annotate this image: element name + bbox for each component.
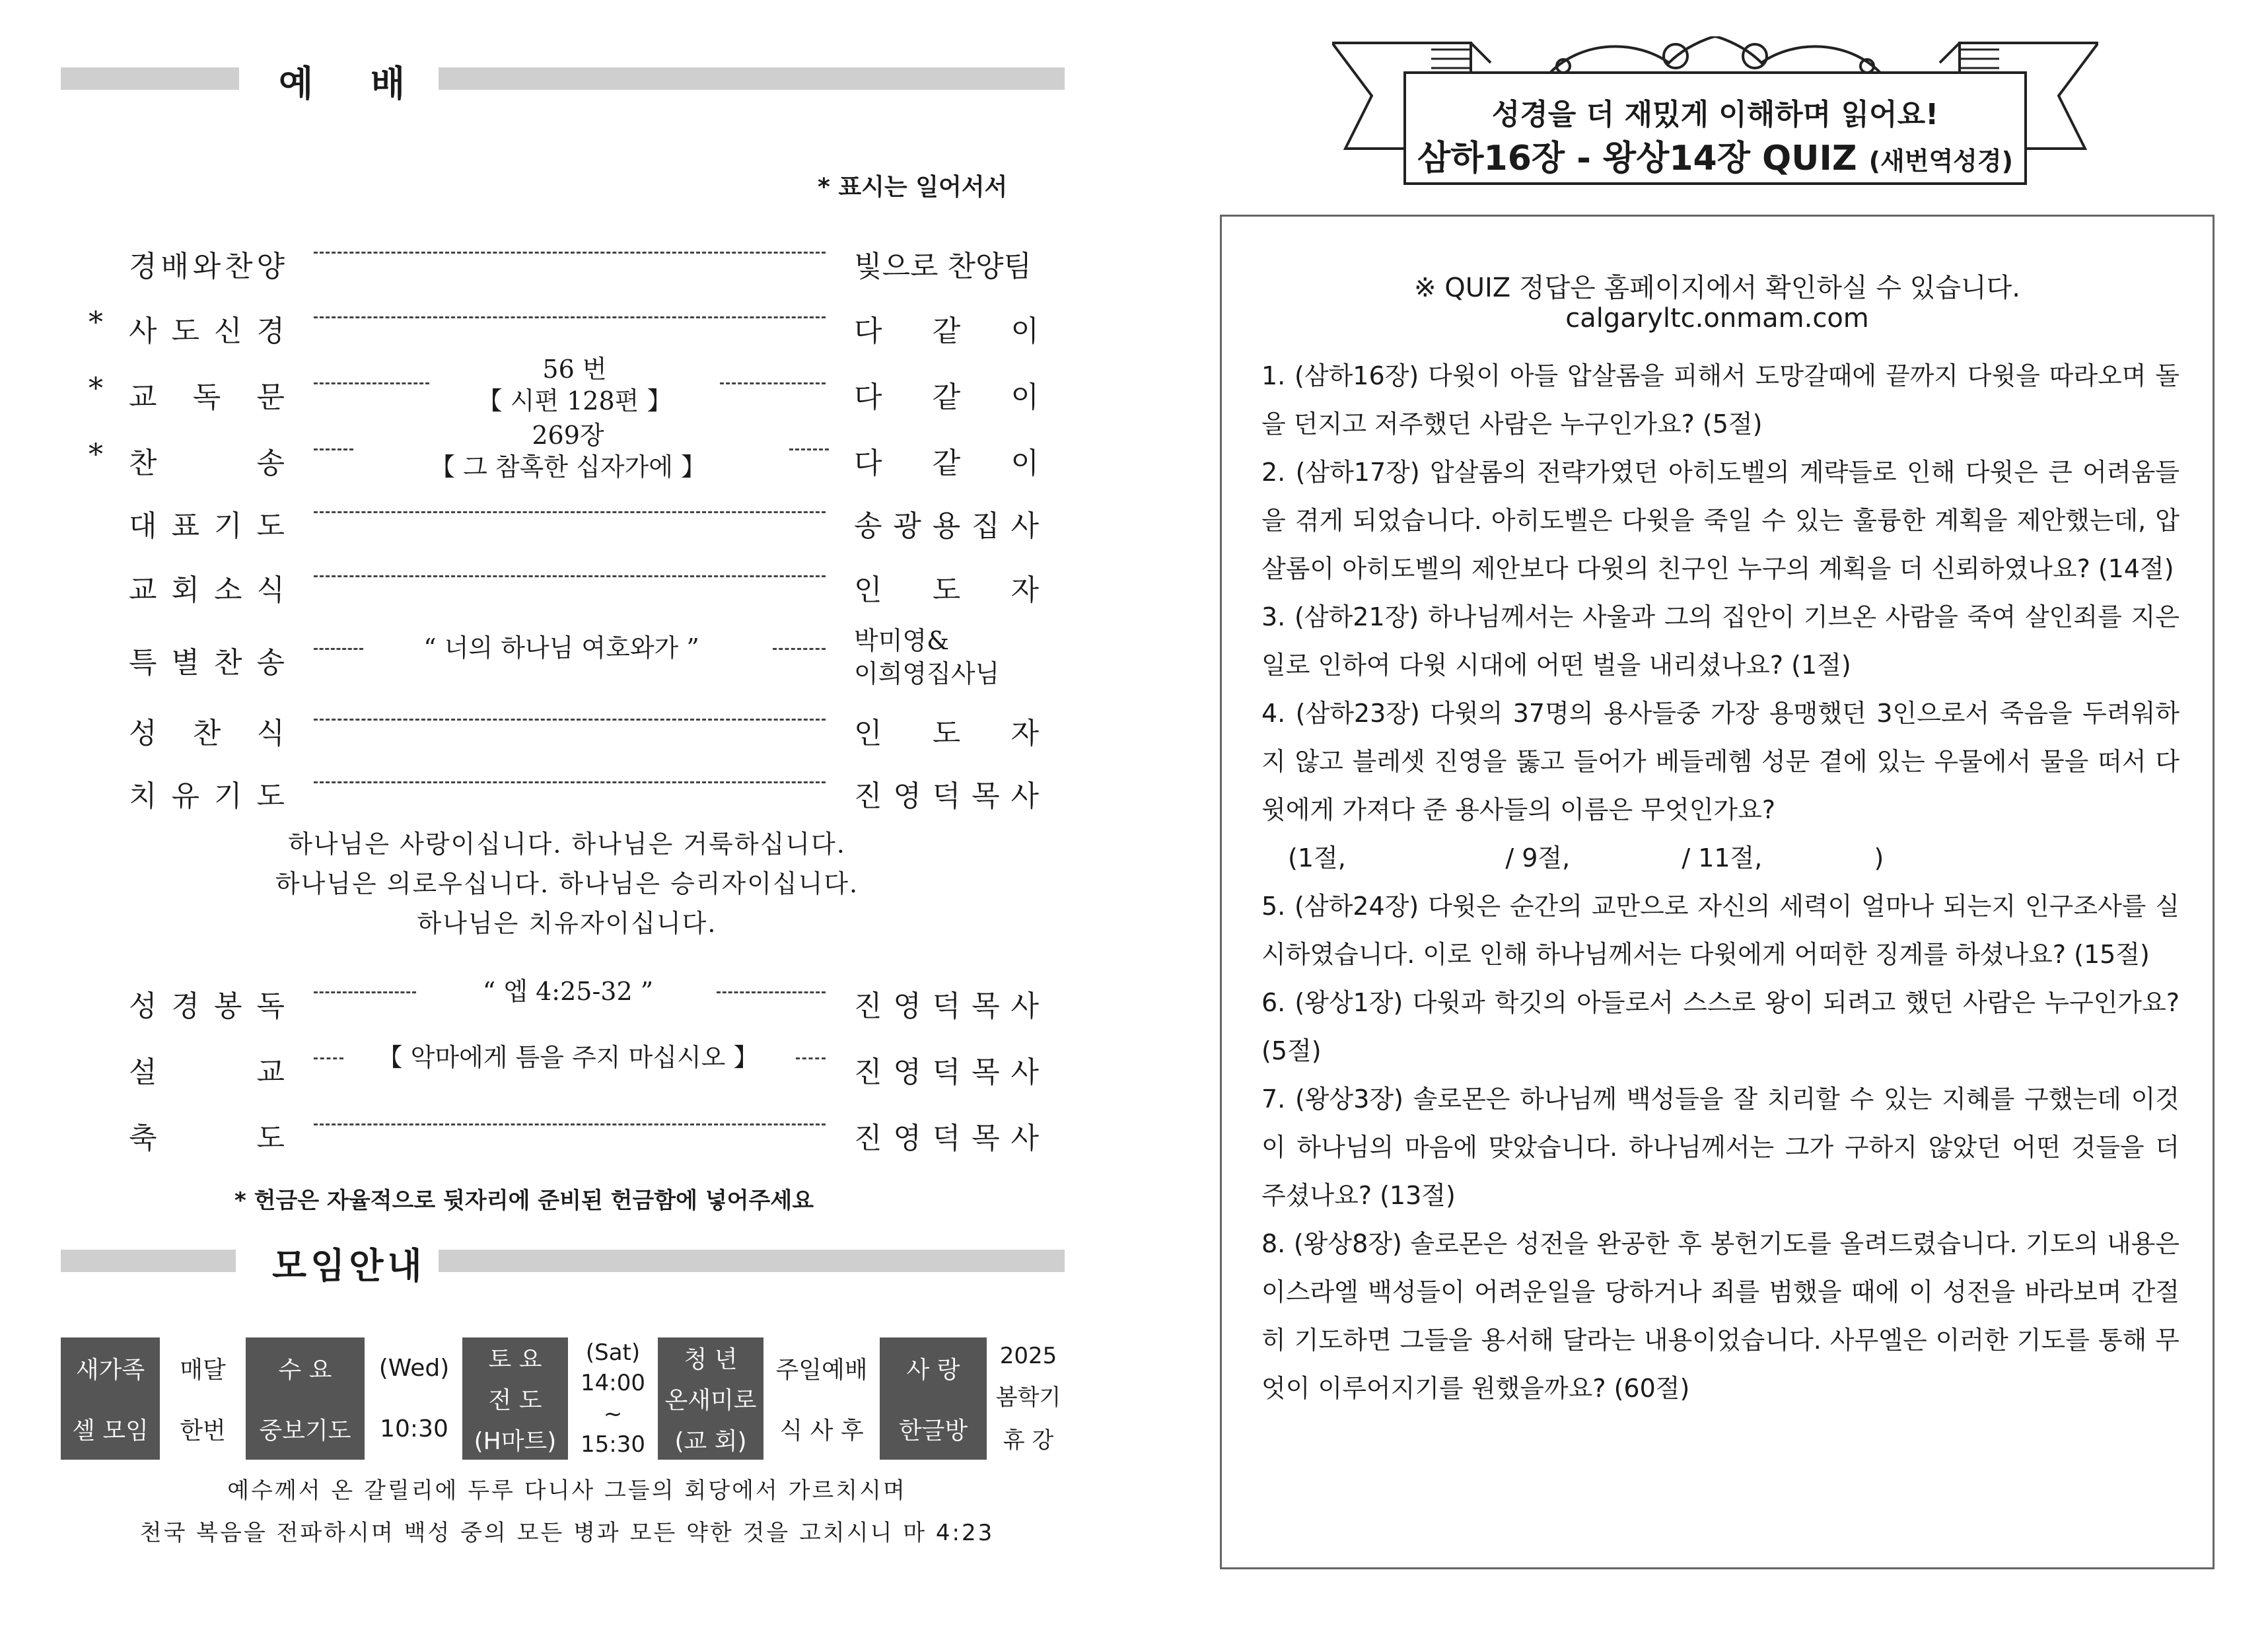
program-row bbox=[0, 487, 1134, 543]
meetings-header bbox=[61, 1243, 1065, 1287]
meeting-time: (Sat) bbox=[585, 1339, 641, 1367]
leader-dots bbox=[796, 1057, 826, 1059]
program-item: 대 표 기 도 bbox=[129, 509, 285, 543]
meeting-cell bbox=[992, 1337, 1065, 1460]
program-row bbox=[0, 355, 1134, 425]
program-row bbox=[0, 293, 1134, 348]
meeting-time: 한번 bbox=[180, 1417, 226, 1445]
banner-subtitle: 성경을 더 재밌게 이해하며 읽어요! bbox=[1491, 98, 1939, 131]
program-leader: 진 영 덕 목 사 bbox=[854, 1122, 1039, 1155]
quiz-question: 2. (삼하17장) 압살롬의 전략가였던 아히도벨의 계략들로 인해 다윗은 큰 어려움들을 겪게 되었습니다. 아히도벨은 다윗을 죽일 수 있는 훌륭한 계획을 제안했는데, 압살롬이 아히도벨의 제안보다 다윗의 친구인 누구의 계획을 더 신뢰하였나요? (14절) bbox=[1261, 458, 2179, 583]
meetings-title: 모임안내 bbox=[272, 1245, 426, 1287]
quiz-question: 3. (삼하21장) 하나님께서는 사울과 그의 집안이 기브온 사람을 죽여 살인죄를 지은 일로 인하여 다윗 시대에 어떤 벌을 내리셨나요? (1절) bbox=[1261, 602, 2179, 680]
declaration-line: 하나님은 의로우십니다. 하나님은 승리자이십니다. bbox=[275, 869, 859, 898]
verse-line: 천국 복음을 전파하시며 백성 중의 모든 병과 모든 약한 것을 고치시니 마 4:23 bbox=[139, 1520, 995, 1546]
worship-title: 예 배 bbox=[279, 63, 428, 104]
declaration-line: 하나님은 사랑이십니다. 하나님은 거룩하십니다. bbox=[288, 830, 846, 859]
meeting-time: 주일예배 bbox=[775, 1356, 868, 1384]
program-item: 설 교 bbox=[129, 1055, 285, 1089]
bible-verse bbox=[0, 1470, 1134, 1554]
standing-marker: * bbox=[89, 306, 103, 339]
quiz-question: 4. (삼하23장) 다윗의 37명의 용사들중 가장 용맹했던 3인으로서 죽음을 두려워하지 않고 블레셋 진영을 뚫고 들어가 베들레헴 성문 곁에 있는 우물에서 물을 떠서 다윗에게 가져다 준 용사들의 이름은 무엇인가요? bbox=[1261, 699, 2179, 824]
program-detail bbox=[449, 353, 700, 417]
leader-dots bbox=[314, 991, 416, 993]
program-item: 치 유 기 도 bbox=[129, 779, 285, 813]
quiz-question: 1. (삼하16장) 다윗이 아들 압살롬을 피해서 도망갈때에 끝까지 다윗을 따라오며 돌을 던지고 저주했던 사람은 누구인가요? (5절) bbox=[1261, 361, 2179, 439]
program-item: 성 찬 식 bbox=[129, 717, 285, 750]
meeting-cell bbox=[658, 1337, 763, 1460]
program-item: 교 회 소 식 bbox=[129, 573, 285, 607]
meeting-cell bbox=[462, 1337, 568, 1460]
meeting-name: 사 랑 bbox=[906, 1356, 960, 1384]
meeting-time: 봄학기 bbox=[995, 1384, 1061, 1411]
quiz-page bbox=[1134, 0, 2268, 1638]
meeting-time: 15:30 bbox=[581, 1431, 645, 1458]
leader-dots bbox=[314, 781, 826, 783]
program-row bbox=[0, 695, 1134, 748]
meeting-name: 청 년 bbox=[684, 1346, 738, 1374]
special-song-title: “ 너의 하나님 여호와가 ” bbox=[423, 633, 699, 662]
header-bar bbox=[439, 67, 1065, 90]
hymn-number: 269장 bbox=[532, 421, 604, 450]
header-bar bbox=[61, 67, 239, 90]
leader-dots bbox=[720, 382, 826, 384]
quiz-question: 6. (왕상1장) 다윗과 학깃의 아들로서 스스로 왕이 되려고 했던 사람은 누구인가요? (5절) bbox=[1261, 988, 2179, 1065]
standing-marker: * bbox=[89, 372, 103, 406]
program-item: 축 도 bbox=[129, 1122, 285, 1155]
meeting-name: 온새미로 bbox=[664, 1386, 757, 1414]
program-item: 특 별 찬 송 bbox=[129, 646, 285, 680]
offering-note: * 헌금은 자율적으로 뒷자리에 준비된 헌금함에 넣어주세요 bbox=[234, 1188, 814, 1214]
meeting-time: 2025 bbox=[999, 1342, 1057, 1369]
meeting-time: 식 사 후 bbox=[779, 1417, 864, 1445]
program-row bbox=[0, 968, 1134, 1023]
program-leader bbox=[854, 624, 999, 690]
program-row bbox=[0, 552, 1134, 607]
meeting-time: 매달 bbox=[180, 1356, 226, 1384]
meeting-place: (H마트) bbox=[474, 1427, 557, 1455]
leader-dots bbox=[314, 1123, 826, 1125]
program-leader: 다 같 이 bbox=[854, 380, 1039, 414]
banner-title bbox=[1332, 130, 2098, 180]
meeting-name: 새가족 bbox=[75, 1356, 145, 1384]
program-leader: 인 도 자 bbox=[854, 573, 1039, 607]
program-leader: 진 영 덕 목 사 bbox=[854, 779, 1039, 813]
meeting-cell bbox=[371, 1337, 457, 1460]
program-leader: 인 도 자 bbox=[854, 717, 1039, 750]
meeting-place: (교 회) bbox=[674, 1427, 747, 1455]
scripture-reference: “ 엡 4:25-32 ” bbox=[482, 977, 654, 1006]
quiz-banner bbox=[1332, 36, 2098, 195]
program-leader: 진 영 덕 목 사 bbox=[854, 989, 1039, 1023]
meeting-name: 한글방 bbox=[898, 1417, 968, 1445]
meeting-name: 전 도 bbox=[488, 1386, 542, 1414]
program-detail bbox=[409, 419, 726, 483]
program-row bbox=[0, 1100, 1134, 1153]
bible-version: (새번역성경) bbox=[1868, 147, 2013, 176]
reading-passage: 【 시편 128편 】 bbox=[477, 386, 672, 415]
answer-note: ※ QUIZ 정답은 홈페이지에서 확인하실 수 있습니다. bbox=[1414, 273, 2020, 303]
meeting-time: (Wed) bbox=[378, 1354, 450, 1382]
leader-dots bbox=[314, 1057, 343, 1059]
hymn-title: 【 그 참혹한 십자가에 】 bbox=[430, 452, 706, 481]
leader-dots bbox=[314, 252, 826, 254]
declaration bbox=[0, 824, 1134, 943]
program-item: 경 배 와 찬 양 bbox=[129, 250, 285, 283]
leader-dots bbox=[314, 316, 826, 318]
leader-dots bbox=[773, 648, 826, 650]
program-item: 찬 송 bbox=[129, 446, 285, 480]
worship-header bbox=[61, 61, 1065, 104]
program-row bbox=[0, 758, 1134, 813]
leader-dots bbox=[314, 575, 826, 577]
program-leader: 다 같 이 bbox=[854, 446, 1039, 480]
meeting-cell bbox=[573, 1337, 653, 1460]
program-row bbox=[0, 1034, 1134, 1089]
meeting-cell bbox=[166, 1337, 239, 1460]
program-leader: 다 같 이 bbox=[854, 314, 1039, 348]
quiz-question: 8. (왕상8장) 솔로몬은 성전을 완공한 후 봉헌기도를 올려드렸습니다. 기도의 내용은 이스라엘 백성들이 어려운일을 당하거나 죄를 범했을 때에 이 성전을 바라보며 간절히 기도하면 그들을 용서해 달라는 내용이었습니다. 사무엘은 이러한 기도를 통해 무엇이 이루어지기를 원했을까요? (60절) bbox=[1261, 1229, 2179, 1403]
program-leader: 빛으로 찬양팀 bbox=[854, 250, 1032, 283]
meeting-cell bbox=[246, 1337, 365, 1460]
reading-number: 56 번 bbox=[542, 355, 607, 384]
meeting-time: 휴 강 bbox=[1003, 1427, 1054, 1454]
standing-note: * 표시는 일어서서 bbox=[818, 174, 1008, 201]
answer-blanks: (1절, / 9절, / 11절, ) bbox=[1288, 843, 1884, 872]
program-row bbox=[0, 228, 1134, 281]
program-item: 성 경 봉 독 bbox=[129, 989, 285, 1023]
website-link[interactable]: calgaryltc.onmam.com bbox=[1565, 303, 1869, 334]
sermon-title: 【 악마에게 틈을 주지 마십시오 】 bbox=[377, 1043, 759, 1072]
meeting-cell bbox=[880, 1337, 987, 1460]
verse-line: 예수께서 온 갈릴리에 두루 다니사 그들의 회당에서 가르치시며 bbox=[227, 1478, 907, 1504]
meeting-cell bbox=[769, 1337, 874, 1460]
header-bar bbox=[439, 1250, 1065, 1272]
meeting-cell bbox=[61, 1337, 160, 1460]
leader-dots bbox=[789, 448, 829, 450]
header-bar bbox=[61, 1250, 236, 1272]
singer-name: 이희영집사님 bbox=[854, 659, 1000, 688]
meeting-name: 토 요 bbox=[488, 1346, 542, 1374]
leader-dots bbox=[314, 382, 429, 384]
program-row bbox=[0, 421, 1134, 491]
quiz-questions bbox=[1261, 352, 2179, 1413]
quiz-box bbox=[1220, 215, 2215, 1569]
program-item: 사 도 신 경 bbox=[129, 314, 285, 348]
meeting-name: 셀 모임 bbox=[72, 1417, 149, 1445]
leader-dots bbox=[314, 648, 363, 650]
program-item: 교 독 문 bbox=[129, 380, 285, 414]
declaration-line: 하나님은 치유자이십니다. bbox=[417, 909, 717, 938]
leader-dots bbox=[314, 719, 826, 721]
leader-dots bbox=[314, 448, 353, 450]
leader-dots bbox=[314, 511, 826, 513]
program-row bbox=[0, 624, 1134, 690]
standing-marker: * bbox=[89, 438, 103, 472]
quiz-question: 5. (삼하24장) 다윗은 순간의 교만으로 자신의 세력이 얼마나 되는지 인구조사를 실시하였습니다. 이로 인해 하나님께서는 다윗에게 어떠한 징계를 하셨나요? (15절) bbox=[1261, 892, 2179, 969]
singer-name: 박미영& bbox=[854, 626, 949, 655]
meeting-time: ~ bbox=[603, 1400, 623, 1427]
leader-dots bbox=[717, 991, 826, 993]
meeting-time: 10:30 bbox=[380, 1415, 448, 1443]
banner-range: 삼하16장 - 왕상14장 QUIZ bbox=[1417, 139, 1857, 178]
meeting-name: 수 요 bbox=[278, 1356, 332, 1384]
meeting-time: 14:00 bbox=[581, 1370, 645, 1397]
program-leader: 송 광 용 집 사 bbox=[854, 509, 1039, 543]
program-leader: 진 영 덕 목 사 bbox=[854, 1055, 1039, 1089]
quiz-question: 7. (왕상3장) 솔로몬은 하나님께 백성들을 잘 치리할 수 있는 지혜를 구했는데 이것이 하나님의 마음에 맞았습니다. 하나님께서는 그가 구하지 않았던 어떤 것들을 더 주셨나요? (13절) bbox=[1261, 1085, 2179, 1210]
meeting-name: 중보기도 bbox=[259, 1417, 351, 1445]
